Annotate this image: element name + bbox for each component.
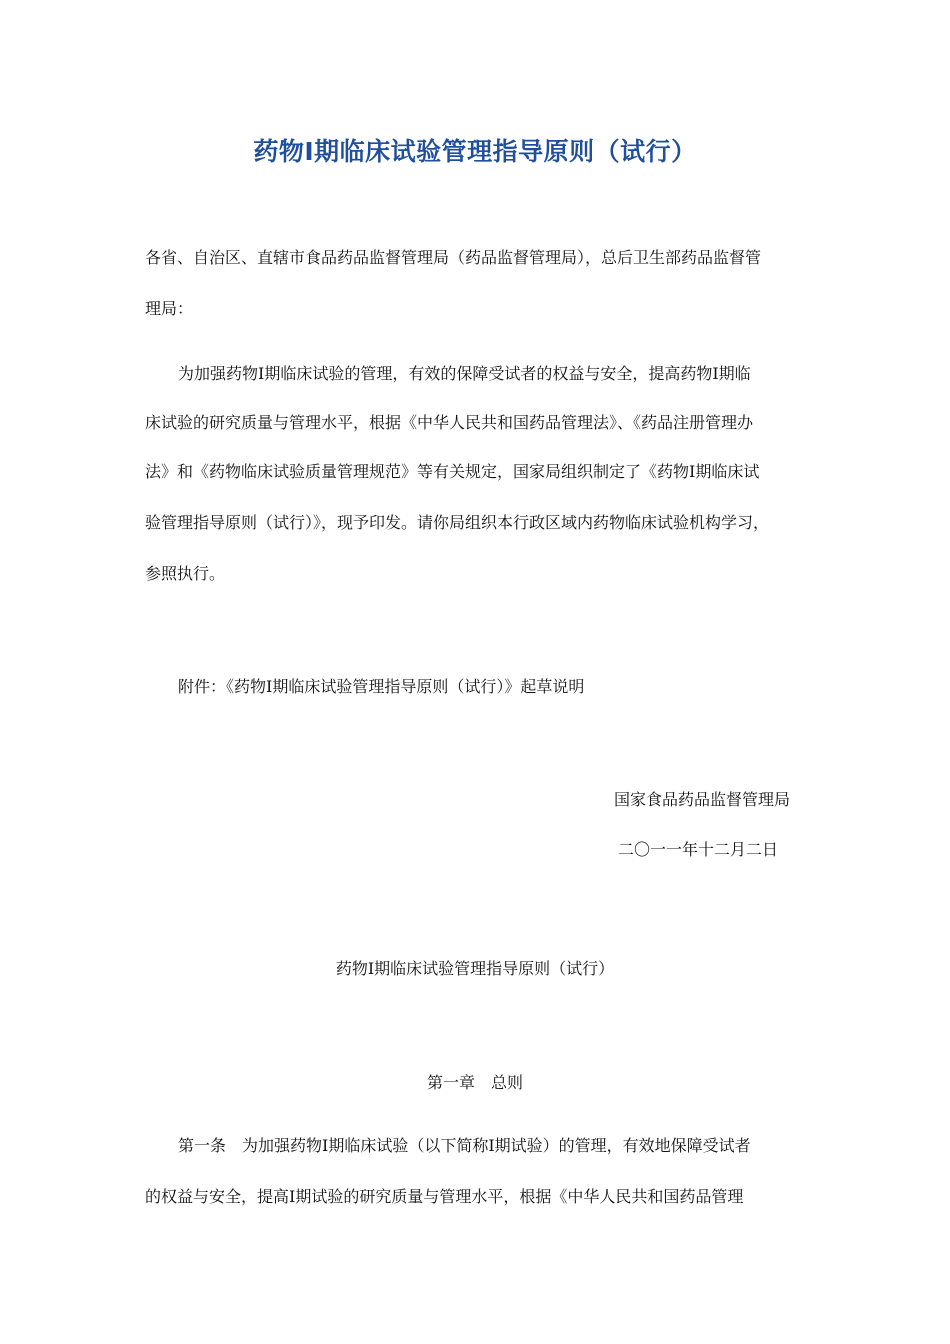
body-line-2: 床试验的研究质量与管理水平，根据《中华人民共和国药品管理法》、《药品注册管理办 <box>145 413 754 432</box>
issue-date: 二〇一一年十二月二日 <box>618 840 779 859</box>
body-line-5: 参照执行。 <box>145 564 226 583</box>
guideline-subtitle: 药物Ⅰ期临床试验管理指导原则（试行） <box>335 959 615 978</box>
salutation-line-2: 理局： <box>145 299 194 318</box>
attachment-line: 附件：《药物Ⅰ期临床试验管理指导原则（试行）》起草说明 <box>178 677 585 696</box>
salutation-line-1: 各省、自治区、直辖市食品药品监督管理局（药品监督管理局），总后卫生部药品监督管 <box>145 248 762 267</box>
body-line-4: 验管理指导原则（试行）》，现予印发。请你局组织本行政区域内药物临床试验机构学习， <box>145 513 770 532</box>
chapter-heading: 第一章 总则 <box>426 1073 523 1092</box>
body-line-3: 法》和《药物临床试验质量管理规范》等有关规定，国家局组织制定了《药物Ⅰ期临床试 <box>145 462 760 481</box>
article-one-line-1: 第一条 为加强药物Ⅰ期临床试验（以下简称Ⅰ期试验）的管理，有效地保障受试者 <box>178 1136 751 1155</box>
article-one-line-2: 的权益与安全，提高Ⅰ期试验的研究质量与管理水平，根据《中华人民共和国药品管理 <box>145 1187 744 1206</box>
body-line-1: 为加强药物Ⅰ期临床试验的管理，有效的保障受试者的权益与安全，提高药物Ⅰ期临 <box>178 364 751 383</box>
document-title: 药物Ⅰ期临床试验管理指导原则（试行） <box>253 137 697 166</box>
issuer-name: 国家食品药品监督管理局 <box>614 790 791 809</box>
